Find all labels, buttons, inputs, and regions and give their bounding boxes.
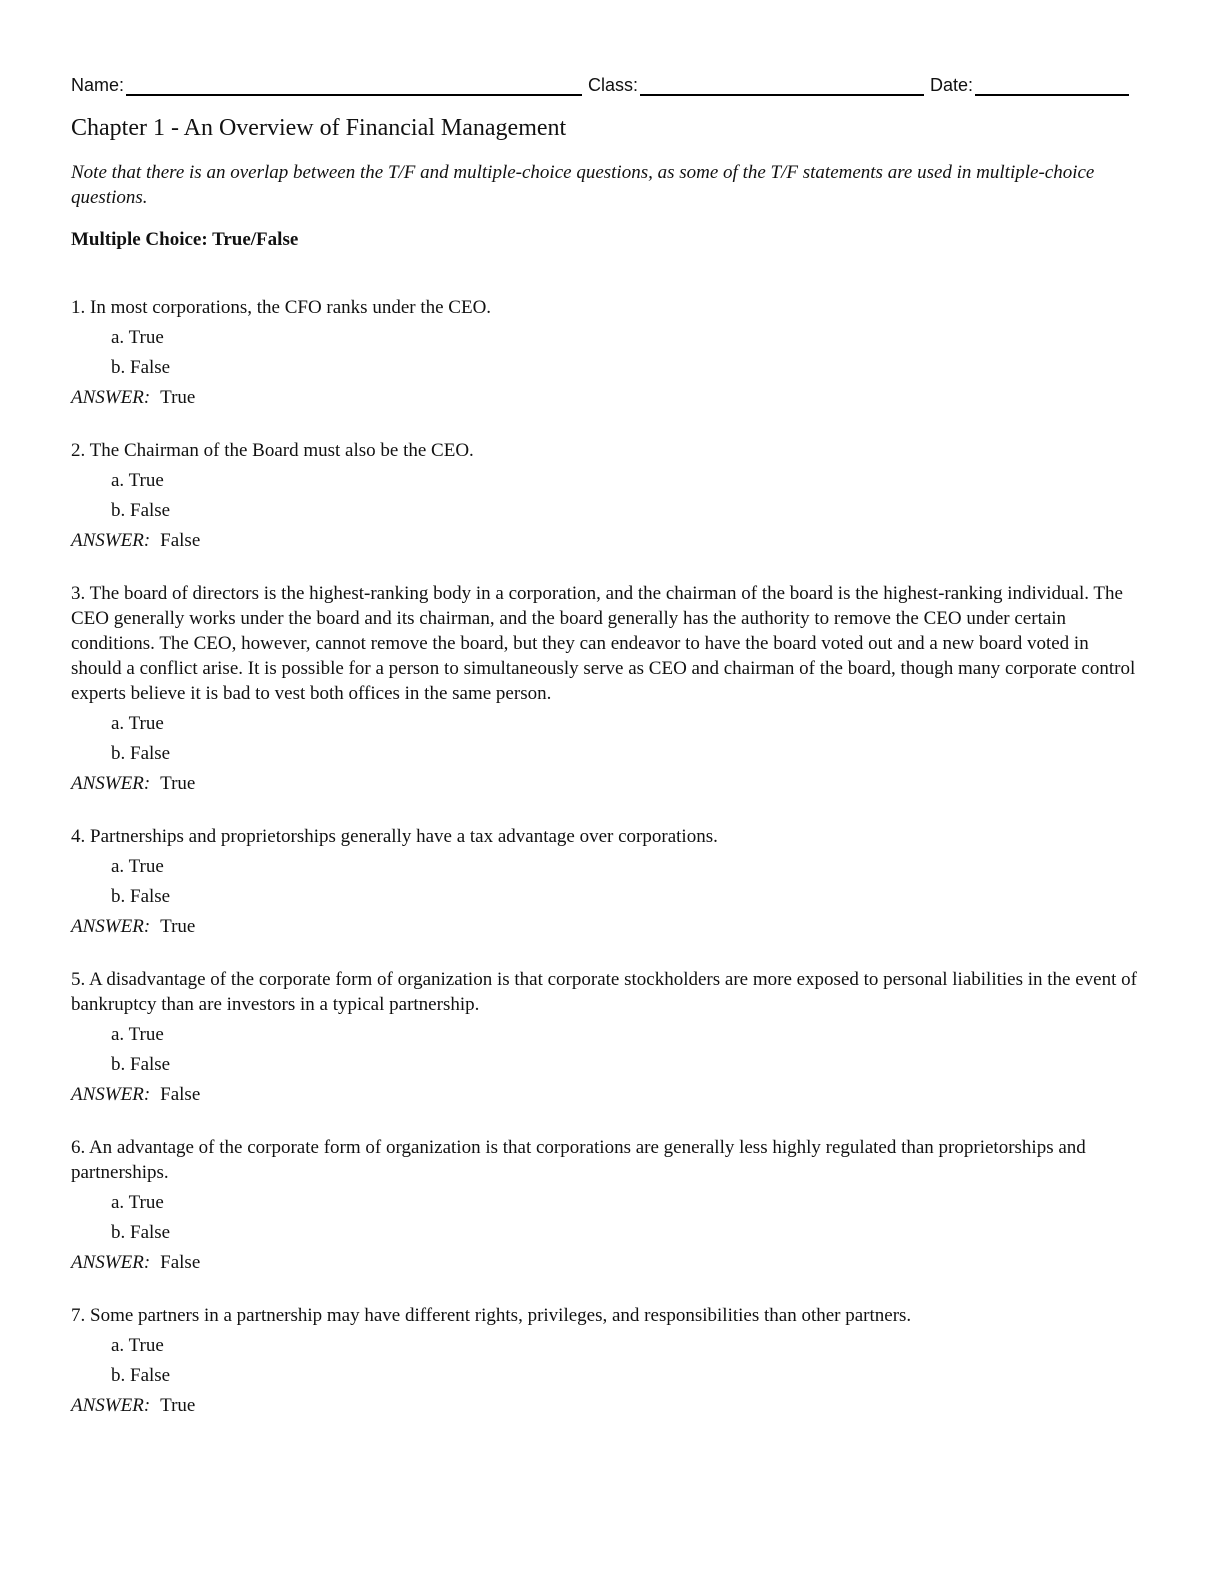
answer-line: [71, 528, 1143, 553]
option-a: a. True: [111, 713, 164, 734]
option-b: b. False: [111, 500, 171, 521]
name-blank-line: [126, 72, 582, 96]
name-label: Name:: [71, 75, 125, 95]
student-info-header: [71, 70, 1143, 96]
question-item: [71, 295, 1143, 410]
question-item: [71, 1135, 1143, 1275]
answer-label: ANSWER:: [71, 530, 151, 551]
answer-line: [71, 1082, 1143, 1107]
answer-value: True: [160, 916, 196, 937]
option-b: b. False: [111, 1365, 171, 1386]
answer-line: [71, 914, 1143, 939]
question-item: [71, 438, 1143, 553]
answer-label: ANSWER:: [71, 773, 151, 794]
date-blank-line: [975, 72, 1129, 96]
overlap-note: Note that there is an overlap between the T/F and multiple-choice questions, as some of the T/F statements are used in multiple-choice questions.: [71, 162, 1095, 208]
answer-label: ANSWER:: [71, 1084, 151, 1105]
class-label: Class:: [588, 75, 639, 95]
option-a: a. True: [111, 1024, 164, 1045]
answer-value: False: [160, 1252, 201, 1273]
option-a: a. True: [111, 327, 164, 348]
answer-label: ANSWER:: [71, 916, 151, 937]
answer-value: True: [160, 1395, 196, 1416]
answer-value: True: [160, 773, 196, 794]
answer-label: ANSWER:: [71, 1252, 151, 1273]
option-b: b. False: [111, 1054, 171, 1075]
class-blank-line: [640, 72, 924, 96]
answer-line: [71, 771, 1143, 796]
question-text: 6. An advantage of the corporate form of organization is that corporations are generally less highly regulated than proprietorships and partnerships.: [71, 1137, 1086, 1183]
option-b: b. False: [111, 1222, 171, 1243]
option-a: a. True: [111, 856, 164, 877]
question-text: 4. Partnerships and proprietorships generally have a tax advantage over corporations.: [71, 826, 718, 847]
question-text: 3. The board of directors is the highest-ranking body in a corporation, and the chairman of the board is the highest-ranking individual. The CEO generally works under the board and its chairman, and the board generally has the authority to remove the CEO under certain conditions. The CEO, however, cannot remove the board, but they can endeavor to have the board voted out and a new board voted in should a conflict arise. It is possible for a person to simultaneously serve as CEO and chairman of the board, though many corporate control experts believe it is bad to vest both offices in the same person.: [71, 583, 1136, 704]
document-page: [71, 70, 1143, 1446]
answer-label: ANSWER:: [71, 1395, 151, 1416]
answer-value: False: [160, 530, 201, 551]
answer-line: [71, 1250, 1143, 1275]
option-a: a. True: [111, 1192, 164, 1213]
option-b: b. False: [111, 357, 171, 378]
answer-value: False: [160, 1084, 201, 1105]
question-item: [71, 824, 1143, 939]
option-a: a. True: [111, 470, 164, 491]
option-b: b. False: [111, 743, 171, 764]
answer-value: True: [160, 387, 196, 408]
question-text: 1. In most corporations, the CFO ranks under the CEO.: [71, 297, 492, 318]
question-item: [71, 967, 1143, 1107]
answer-line: [71, 385, 1143, 410]
date-label: Date:: [930, 75, 974, 95]
answer-label: ANSWER:: [71, 387, 151, 408]
question-text: 7. Some partners in a partnership may have different rights, privileges, and responsibilities than other partners.: [71, 1305, 912, 1326]
option-a: a. True: [111, 1335, 164, 1356]
question-text: 2. The Chairman of the Board must also be the CEO.: [71, 440, 474, 461]
question-list: [71, 295, 1143, 1418]
answer-line: [71, 1393, 1143, 1418]
option-b: b. False: [111, 886, 171, 907]
question-item: [71, 1303, 1143, 1418]
question-text: 5. A disadvantage of the corporate form of organization is that corporate stockholders are more exposed to personal liabilities in the event of bankruptcy than are investors in a typical partnership.: [71, 969, 1137, 1015]
question-item: [71, 581, 1143, 796]
section-title: Multiple Choice: True/False: [71, 229, 299, 250]
chapter-title: Chapter 1 - An Overview of Financial Management: [71, 115, 567, 141]
